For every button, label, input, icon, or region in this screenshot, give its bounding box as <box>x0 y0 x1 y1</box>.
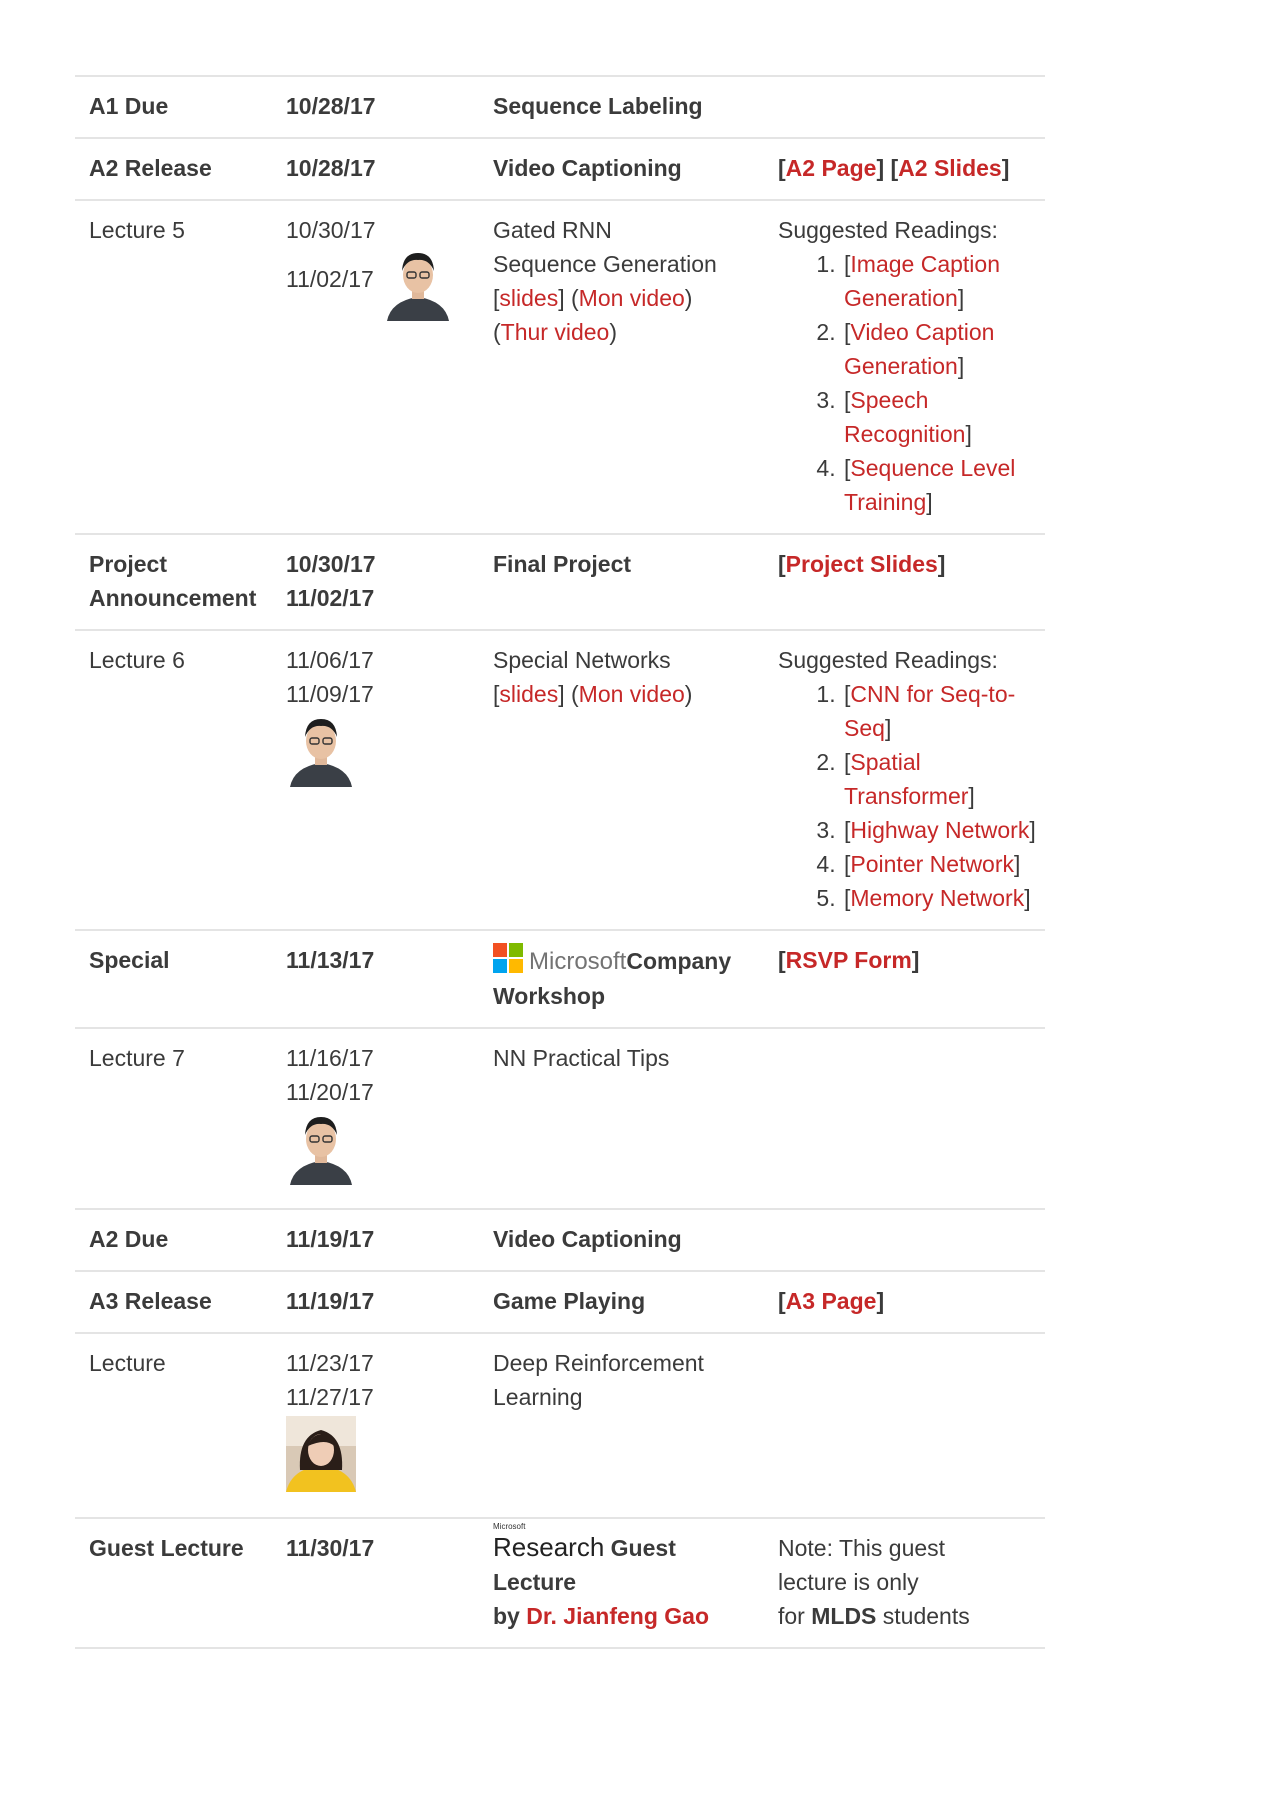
topic-line: Special Networks <box>493 647 671 673</box>
links-cell: [A2 Page] [A2 Slides] <box>764 138 1045 200</box>
topic-cell <box>479 930 764 1028</box>
topic-line: Workshop <box>493 983 606 1009</box>
links-cell <box>764 76 1045 138</box>
logo-small-text: Microsoft <box>493 1522 526 1531</box>
list-item: 2. [Video Caption Generation] <box>842 315 1045 383</box>
list-item: 4. [Sequence Level Training] <box>842 451 1045 519</box>
list-item: 5. [Memory Network] <box>842 881 1045 915</box>
note-text: students <box>882 1603 970 1629</box>
event-cell: Lecture 7 <box>75 1028 272 1209</box>
list-item: 1. [Image Caption Generation] <box>842 247 1045 315</box>
table-row <box>75 1028 1045 1209</box>
event-cell: A2 Due <box>75 1209 272 1271</box>
links-cell <box>764 1209 1045 1271</box>
list-item: 4. [Pointer Network] <box>842 847 1045 881</box>
readings-label: Suggested Readings: <box>778 647 998 673</box>
event-cell: A3 Release <box>75 1271 272 1333</box>
speaker-line <box>493 1599 764 1633</box>
readings-list <box>778 247 1045 519</box>
lecturer-avatar <box>286 1414 356 1494</box>
date-cell: 11/13/17 <box>272 930 479 1028</box>
date-line: 11/09/17 <box>286 681 374 707</box>
topic-cell <box>479 1518 764 1648</box>
readings-label: Suggested Readings: <box>778 217 998 243</box>
date-cell <box>272 1333 479 1518</box>
event-cell: Lecture 6 <box>75 630 272 930</box>
slides-link[interactable]: slides <box>499 285 559 311</box>
date-line: 11/02/17 <box>286 585 375 611</box>
topic-line: Learning <box>493 1384 583 1410</box>
topic-cell: NN Practical Tips <box>479 1028 764 1209</box>
microsoft-logo-icon <box>493 943 523 973</box>
date-cell <box>272 630 479 930</box>
date-line: 11/23/17 <box>286 1350 374 1376</box>
reading-link[interactable]: Spatial Transformer <box>844 749 969 809</box>
note-cell <box>764 1518 1045 1648</box>
links-cell: [RSVP Form] <box>764 930 1045 1028</box>
readings-list <box>778 677 1045 915</box>
date-line: 10/30/17 <box>286 217 376 243</box>
topic-text: Guest <box>610 1535 676 1561</box>
event-cell: Lecture 5 <box>75 200 272 534</box>
links-cell <box>764 1028 1045 1209</box>
readings-cell <box>764 630 1045 930</box>
note-emphasis: MLDS <box>811 1603 877 1629</box>
reading-link[interactable]: Sequence Level Training <box>844 455 1016 515</box>
date-cell: 10/28/17 <box>272 76 479 138</box>
topic-cell <box>479 630 764 930</box>
date-cell: 10/28/17 <box>272 138 479 200</box>
date-line: 11/27/17 <box>286 1384 374 1410</box>
date-line: 11/20/17 <box>286 1079 374 1105</box>
reading-link[interactable]: Pointer Network <box>850 851 1015 877</box>
event-cell: Lecture <box>75 1333 272 1518</box>
event-cell: Special <box>75 930 272 1028</box>
media-links: [slides] (Mon video) <box>493 681 693 707</box>
thur-video-link[interactable]: Thur video <box>500 319 610 345</box>
date-line: 11/16/17 <box>286 1045 374 1071</box>
media-links: [slides] (Mon video) <box>493 285 693 311</box>
mon-video-link[interactable]: Mon video <box>578 285 685 311</box>
lecturer-avatar <box>383 245 453 321</box>
date-line: 11/02/17 <box>286 266 374 292</box>
list-item: 1. [CNN for Seq-to-Seq] <box>842 677 1045 745</box>
a2-page-link[interactable]: A2 Page <box>785 155 877 181</box>
reading-link[interactable]: CNN for Seq-to-Seq <box>844 681 1016 741</box>
topic-cell: Final Project <box>479 534 764 630</box>
schedule-table <box>75 75 1045 1649</box>
topic-line: Sequence Generation <box>493 251 717 277</box>
table-row <box>75 1271 1045 1333</box>
topic-text: Company <box>626 948 732 974</box>
date-cell: 11/30/17 <box>272 1518 479 1648</box>
table-row <box>75 630 1045 930</box>
a3-page-link[interactable]: A3 Page <box>785 1288 877 1314</box>
topic-line: Gated RNN <box>493 217 612 243</box>
table-row <box>75 1518 1045 1648</box>
media-links: (Thur video) <box>493 319 618 345</box>
date-line: 11/06/17 <box>286 647 374 673</box>
rsvp-form-link[interactable]: RSVP Form <box>785 947 912 973</box>
table-row <box>75 930 1045 1028</box>
speaker-link[interactable]: Dr. Jianfeng Gao <box>526 1603 709 1629</box>
date-cell: 11/19/17 <box>272 1209 479 1271</box>
topic-cell: Sequence Labeling <box>479 76 764 138</box>
reading-link[interactable]: Video Caption Generation <box>844 319 995 379</box>
date-cell <box>272 1028 479 1209</box>
event-cell: A2 Release <box>75 138 272 200</box>
list-item: 3. [Highway Network] <box>842 813 1045 847</box>
date-line: 10/30/17 <box>286 551 376 577</box>
topic-cell: Game Playing <box>479 1271 764 1333</box>
event-cell: Guest Lecture <box>75 1518 272 1648</box>
topic-cell <box>479 1333 764 1518</box>
list-item: 2. [Spatial Transformer] <box>842 745 1045 813</box>
topic-line: Lecture <box>493 1569 577 1595</box>
date-cell <box>272 200 479 534</box>
lecturer-avatar <box>286 1109 356 1185</box>
table-row <box>75 1333 1045 1518</box>
event-cell: A1 Due <box>75 76 272 138</box>
note-line: Note: This guest <box>778 1535 946 1561</box>
table-row <box>75 534 1045 630</box>
logo-text: Research <box>493 1532 605 1562</box>
a2-slides-link[interactable]: A2 Slides <box>898 155 1002 181</box>
lecturer-avatar <box>286 711 356 787</box>
reading-link[interactable]: Image Caption Generation <box>844 251 1000 311</box>
links-cell <box>764 1333 1045 1518</box>
list-item: 3. [Speech Recognition] <box>842 383 1045 451</box>
reading-link[interactable]: Speech Recognition <box>844 387 966 447</box>
table-row <box>75 1209 1045 1271</box>
table-row <box>75 76 1045 138</box>
table-row <box>75 200 1045 534</box>
readings-cell <box>764 200 1045 534</box>
date-cell <box>272 534 479 630</box>
note-text: for <box>778 1603 805 1629</box>
note-line <box>778 1599 1045 1633</box>
slides-link[interactable]: slides <box>499 681 559 707</box>
note-line: lecture is only <box>778 1569 919 1595</box>
by-text: by <box>493 1603 520 1629</box>
date-cell: 11/19/17 <box>272 1271 479 1333</box>
reading-link[interactable]: Highway Network <box>850 817 1030 843</box>
microsoft-logo-text: Microsoft <box>529 948 627 975</box>
microsoft-research-logo <box>493 1522 605 1562</box>
topic-cell: Video Captioning <box>479 138 764 200</box>
topic-cell: Video Captioning <box>479 1209 764 1271</box>
topic-cell <box>479 200 764 534</box>
event-cell: Project Announcement <box>75 534 272 630</box>
links-cell: [Project Slides] <box>764 534 1045 630</box>
topic-line: Deep Reinforcement <box>493 1350 704 1376</box>
table-row <box>75 138 1045 200</box>
reading-link[interactable]: Memory Network <box>850 885 1025 911</box>
mon-video-link[interactable]: Mon video <box>578 681 685 707</box>
links-cell: [A3 Page] <box>764 1271 1045 1333</box>
project-slides-link[interactable]: Project Slides <box>785 551 938 577</box>
